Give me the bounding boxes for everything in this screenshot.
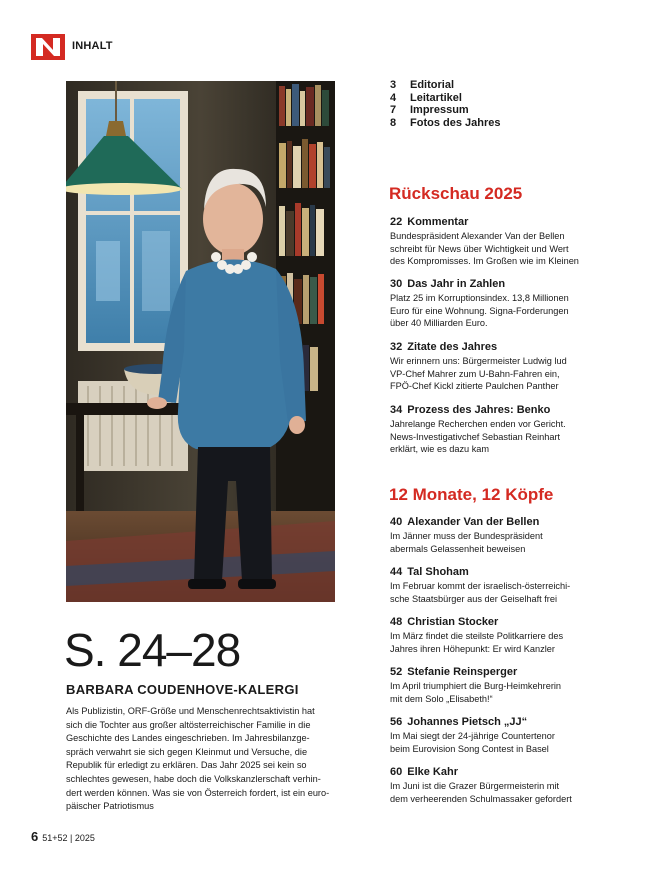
portrait-photo <box>66 81 335 602</box>
section-title-rueckschau: Rückschau 2025 <box>389 184 523 203</box>
toc-entry[interactable]: 32 Zitate des Jahres Wir erinnern uns: Bürgermeister Ludwig lud VP-Chef Mahrer zum U-Bahn-Fahren ein, FPÖ-Chef Kickl zitierte Paulchen Panther <box>390 341 567 391</box>
news-logo <box>31 34 65 60</box>
toc-item[interactable]: 4 Leitartikel <box>390 91 462 104</box>
toc-entry[interactable]: 56 Johannes Pietsch „JJ“ Im Mai siegt der 24-jährige Countertenor beim Eurovision Song Contest in Basel <box>390 716 555 754</box>
issue-number: 51+52 | 2025 <box>42 833 95 843</box>
toc-entry[interactable]: 48 Christian Stocker Im März findet die steilste Politkarriere des Jahres ihren Höhepunkt: Er wird Kanzler <box>390 616 564 654</box>
section-label: INHALT <box>72 40 113 52</box>
feature-teaser: Als Publizistin, ORF-Größe und Menschenrechtsaktivistin hat sich die Tochter aus großer altösterreichischer Familie in die Geschichte des Landes eingeschrieben. Im Jahresbilanzge- spräch verwahrt sie sich gegen Kleinmut und Versuche, die Republik für erledigt zu erklären. Das Jahr 2025 sei kein so schlechtes gewesen, habe doch die Volkskanzlerschaft verhin- dert werden können. Was sie von Österreich fordert, ist ein euro- päischer Patriotismus <box>66 706 330 812</box>
toc-entry[interactable]: 22 Kommentar Bundespräsident Alexander Van der Bellen schreibt für News über Wichtigkeit und Wert des Kompromisses. Im Großen wie im Kleinen <box>390 216 579 266</box>
toc-item[interactable]: 8 Fotos des Jahres <box>390 116 501 129</box>
toc-entry[interactable]: 60 Elke Kahr Im Juni ist die Grazer Bürgermeisterin mit dem verheerenden Schulmassaker gefordert <box>390 766 572 804</box>
toc-entry[interactable]: 52 Stefanie Reinsperger Im April triumphiert die Burg-Heimkehrerin mit dem Solo „Elisabeth!“ <box>390 666 562 704</box>
toc-top-list <box>390 79 500 129</box>
feature-person-name: BARBARA COUDENHOVE-KALERGI <box>66 682 299 697</box>
toc-entry[interactable]: 30 Das Jahr in Zahlen Platz 25 im Korruptionsindex. 13,8 Millionen Euro für eine Wohnung. Signa-Forderungen über 40 Milliarden Euro. <box>390 278 569 328</box>
page-footer <box>31 829 95 844</box>
feature-page-range: S. 24–28 <box>64 624 241 676</box>
section-title-12-monate: 12 Monate, 12 Köpfe <box>389 485 554 504</box>
toc-entry[interactable]: 34 Prozess des Jahres: Benko Jahrelange Recherchen enden vor Gericht. News-Investigativchef Sebastian Reinhart erklärt, wie es dazu kam <box>390 404 566 454</box>
toc-entry[interactable]: 40 Alexander Van der Bellen Im Jänner muss der Bundespräsident abermals Gelassenheit beweisen <box>390 516 543 554</box>
toc-item[interactable]: 7 Impressum <box>390 104 469 116</box>
toc-item[interactable]: 3 Editorial <box>390 79 455 91</box>
toc-entry[interactable]: 44 Tal Shoham Im Februar kommt der israelisch-österreichi- sche Staatsbürger aus der Geiselhaft frei <box>390 566 571 604</box>
page-number: 6 <box>31 829 39 844</box>
